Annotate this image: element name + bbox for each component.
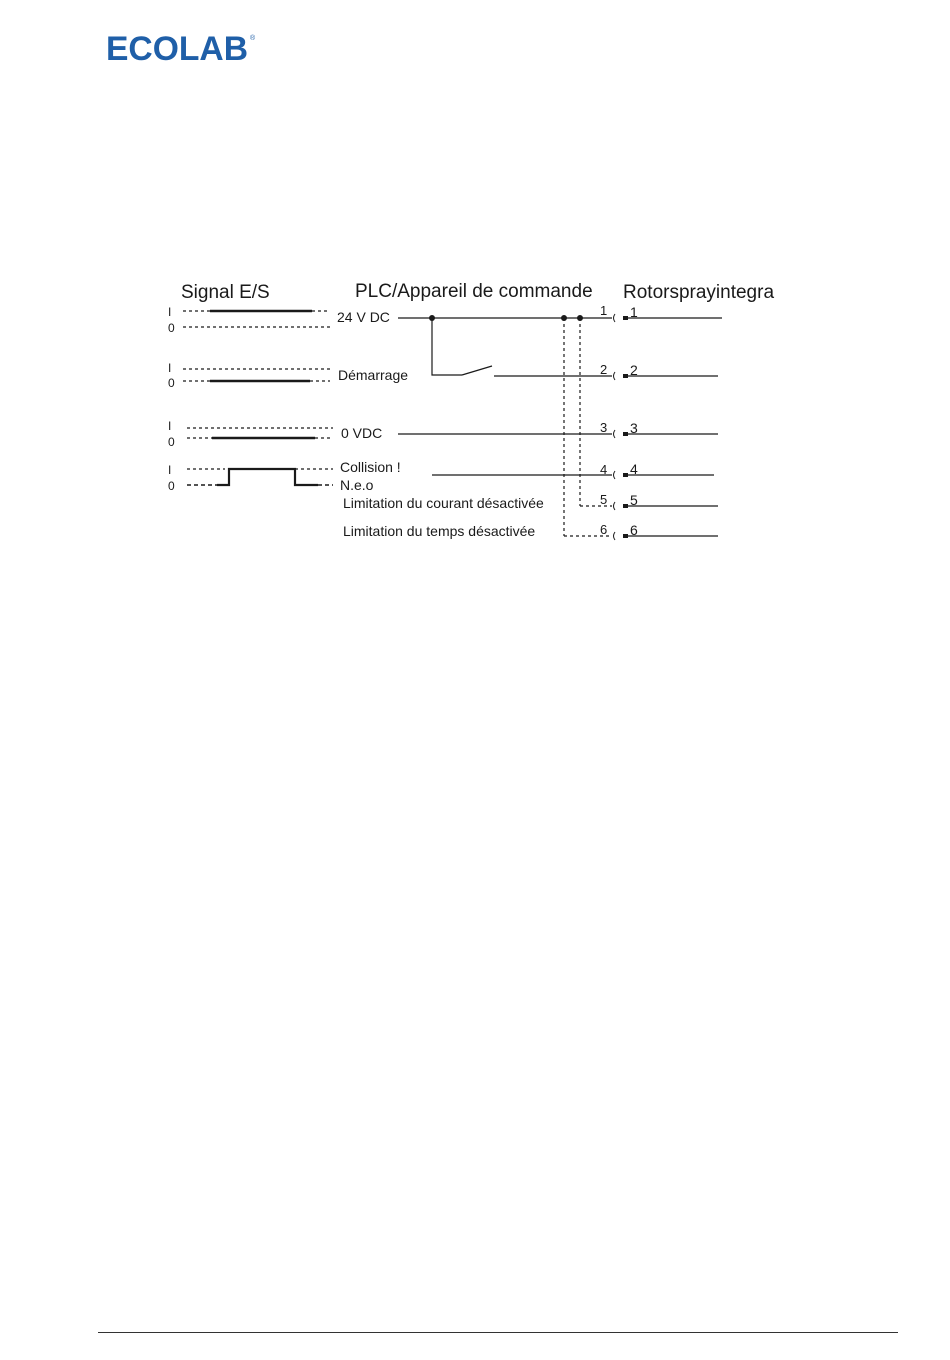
header-signal: Signal E/S <box>181 282 270 303</box>
signal-label-0vdc: 0 VDC <box>341 425 383 441</box>
terminal-lines <box>624 318 722 536</box>
signal-label-limitation-temps: Limitation du temps désactivée <box>343 523 536 539</box>
pin-3: 3 <box>600 420 608 435</box>
signal-label-demarrage: Démarrage <box>338 367 409 383</box>
signal-label-collision: Collision ! <box>340 459 401 475</box>
level-high-2: I <box>168 361 172 375</box>
level-high-4: I <box>168 463 172 477</box>
level-low-4: 0 <box>168 479 175 493</box>
terminal-5: 5 <box>630 492 638 508</box>
level-low-2: 0 <box>168 376 175 390</box>
signal-label-neo: N.e.o <box>340 477 374 493</box>
pin-1: 1 <box>600 303 608 318</box>
terminal-1: 1 <box>630 304 638 320</box>
signal-label-limitation-courant: Limitation du courant désactivée <box>343 495 544 511</box>
pin-2: 2 <box>600 362 608 377</box>
terminal-6: 6 <box>630 522 638 538</box>
header-plc: PLC/Appareil de commande <box>355 281 593 302</box>
pin-5: 5 <box>600 492 608 507</box>
level-high-3: I <box>168 419 172 433</box>
pin-6: 6 <box>600 522 608 537</box>
svg-text:®: ® <box>250 35 256 42</box>
wiring-diagram <box>0 0 950 600</box>
logo-wordmark: ECOLAB <box>106 30 248 64</box>
terminal-2: 2 <box>630 362 638 378</box>
signal-waveforms <box>183 311 333 485</box>
terminal-3: 3 <box>630 420 638 436</box>
pin-4: 4 <box>600 462 608 477</box>
footer-rule <box>98 1332 898 1333</box>
terminal-4: 4 <box>630 461 638 477</box>
level-low-3: 0 <box>168 435 175 449</box>
terminal-marks <box>623 316 628 538</box>
level-high-1: I <box>168 305 172 319</box>
level-low-1: 0 <box>168 321 175 335</box>
signal-label-24vdc: 24 V DC <box>337 309 390 325</box>
header-rotor: Rotorsprayintegra <box>623 282 775 303</box>
